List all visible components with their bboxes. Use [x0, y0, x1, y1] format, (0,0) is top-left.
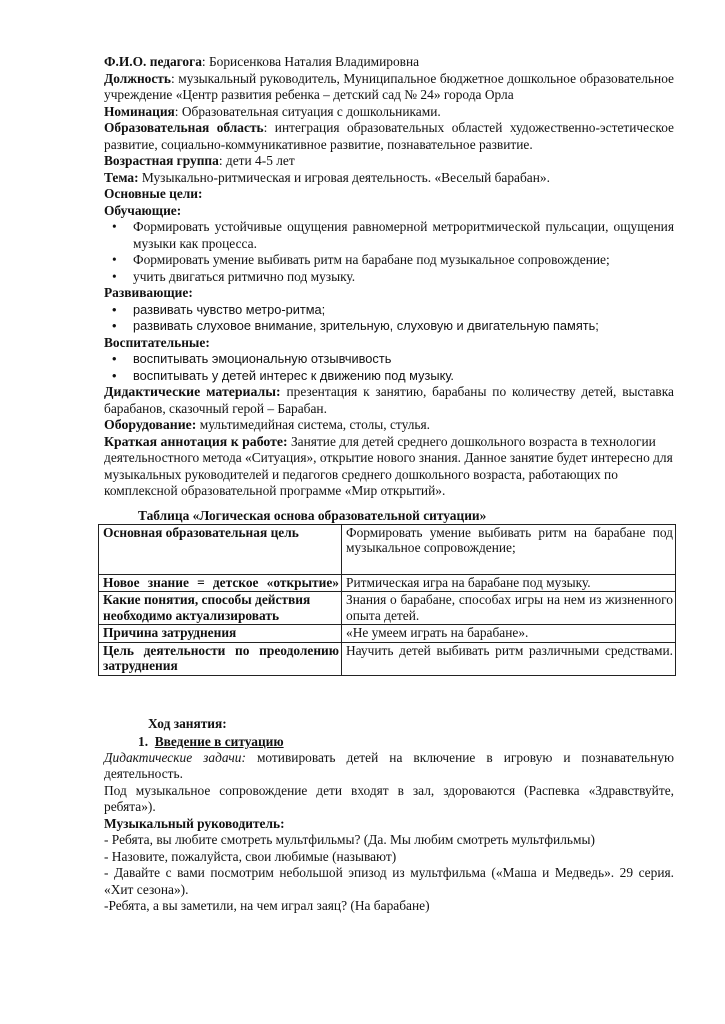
table-row [99, 524, 676, 574]
teacher-name-value: : Борисенкова Наталия Владимировна [201, 54, 420, 69]
logic-table [98, 524, 676, 676]
didactic-materials-label: Дидактические материалы: [104, 384, 281, 399]
position-line [104, 71, 674, 104]
table-cell-label: Новое знание = детское «открытие» [99, 574, 342, 592]
didactic-tasks-value: мотивировать детей на включение в игровую и познавательную деятельность. [104, 749, 674, 781]
equipment-value: мультимедийная система, столы, стулья. [196, 417, 431, 432]
equipment-label: Оборудование: [104, 417, 197, 432]
didactic-materials-line [104, 384, 674, 417]
list-item: • Формировать устойчивые ощущения равномерной метроритмической пульсации, ощущения музыки как процесса. [112, 219, 674, 251]
equipment-line [104, 417, 674, 434]
age-group-value: : дети 4-5 лет [218, 153, 295, 168]
didactic-tasks-label: Дидактические задачи: [104, 749, 246, 765]
developing-goals-heading: Развивающие: [104, 285, 193, 300]
table-cell-value: Научить детей выбивать ритм различными средствами. [342, 642, 676, 675]
bullet-icon: • [112, 367, 117, 383]
nomination-value: : Образовательная ситуация с дошкольниками. [174, 103, 441, 119]
bullet-icon: • [112, 351, 117, 366]
table-row [99, 574, 676, 592]
table-row [99, 592, 676, 625]
didactic-materials-value: презентация к занятию, барабаны по количеству детей, выставка барабанов, сказочный герой – Барабан. [104, 384, 674, 416]
dialogue-line: - Назовите, пожалуйста, свои любимые (называют) [104, 848, 397, 864]
position-value: : музыкальный руководитель, Муниципальное бюджетное дошкольное образовательное учреждение «Центр развития ребенка – детский сад № 24» города Орла [104, 70, 674, 102]
teacher-name-line [104, 54, 674, 71]
topic-line [104, 170, 674, 187]
section-heading [138, 733, 674, 750]
table-cell-label: Основная образовательная цель [99, 524, 342, 574]
bullet-icon: • [112, 318, 117, 333]
education-area-label: Образовательная область [104, 120, 264, 135]
position-label: Должность [104, 70, 171, 86]
dialogue-line: - Ребята, вы любите смотреть мультфильмы? (Да. Мы любим смотреть мультфильмы) [104, 832, 595, 847]
educational-goals-heading: Воспитательные: [104, 334, 210, 350]
education-area-line [104, 120, 674, 153]
table-cell-label: Какие понятия, способы действия необходимо актуализировать [99, 592, 342, 625]
list-item: • воспитывать эмоциональную отзывчивость [112, 351, 392, 366]
bullet-icon: • [112, 268, 117, 284]
bullet-icon: • [112, 219, 117, 234]
table-cell-value: Ритмическая игра на барабане под музыку. [342, 574, 676, 592]
annotation-label: Краткая аннотация к работе: [104, 433, 288, 449]
didactic-tasks-line [104, 750, 674, 783]
age-group-line [104, 153, 674, 170]
annotation-value: Занятие для детей среднего дошкольного возраста в технологии деятельностного метода «Ситуация», открытие нового знания. Данное занятие будет интересно для музыкальных руководителей и педагогов среднего дошкольного возраста, работающих по комплексной образовательной программе «Мир открытий». [104, 433, 673, 498]
list-item: • учить двигаться ритмично под музыку. [112, 268, 356, 284]
education-area-value: : интеграция образовательных областей художественно-эстетическое развитие, социально-коммуникативное развитие, познавательное развитие. [104, 120, 674, 152]
list-item: • воспитывать у детей интерес к движению под музыку. [112, 367, 454, 383]
topic-value: Музыкально-ритмическая и игровая деятельность. «Веселый барабан». [138, 169, 550, 185]
table-cell-label: Цель деятельности по преодолению затруднения [99, 642, 342, 675]
lesson-title: Ход занятия: [148, 715, 227, 731]
main-goals-heading: Основные цели: [104, 186, 203, 201]
teaching-goals-heading: Обучающие: [104, 202, 182, 218]
document-page [104, 54, 674, 915]
dialogue-line: - Давайте с вами посмотрим небольшой эпизод из мультфильма («Маша и Медведь». 29 серия. «Хит сезона»). [104, 865, 674, 897]
table-cell-value: «Не умеем играть на барабане». [342, 625, 676, 643]
nomination-line [104, 104, 674, 121]
educational-goals-list [104, 351, 674, 384]
section-title: Введение в ситуацию [154, 733, 284, 749]
table-title: Таблица «Логическая основа образовательной ситуации» [138, 507, 487, 523]
age-group-label: Возрастная группа [104, 153, 219, 168]
nomination-label: Номинация [104, 103, 175, 119]
developing-goals-list [104, 302, 674, 335]
table-cell-label: Причина затруднения [99, 625, 342, 643]
table-cell-value: Формировать умение выбивать ритм на барабане под музыкальное сопровождение; [342, 524, 676, 574]
annotation-line [104, 434, 674, 500]
topic-label: Тема: [104, 169, 139, 185]
list-item: • развивать слуховое внимание, зрительную, слуховую и двигательную память; [112, 318, 599, 333]
table-cell-value: Знания о барабане, способах игры на нем из жизненного опыта детей. [342, 592, 676, 625]
table-row [99, 642, 676, 675]
teaching-goals-list [104, 219, 674, 285]
intro-text: Под музыкальное сопровождение дети входят в зал, здороваются (Распевка «Здравствуйте, ребята»). [104, 782, 674, 814]
section-number: 1. [138, 733, 149, 749]
dialogue-line: -Ребята, а вы заметили, на чем играл заяц? (На барабане) [104, 898, 430, 913]
speaker-label: Музыкальный руководитель: [104, 815, 285, 831]
bullet-icon: • [112, 252, 117, 267]
teacher-name-label: Ф.И.О. педагога [104, 54, 202, 69]
list-item: • Формировать умение выбивать ритм на барабане под музыкальное сопровождение; [112, 252, 610, 267]
bullet-icon: • [112, 301, 117, 317]
table-row [99, 625, 676, 643]
list-item: • развивать чувство метро-ритма; [112, 301, 326, 317]
